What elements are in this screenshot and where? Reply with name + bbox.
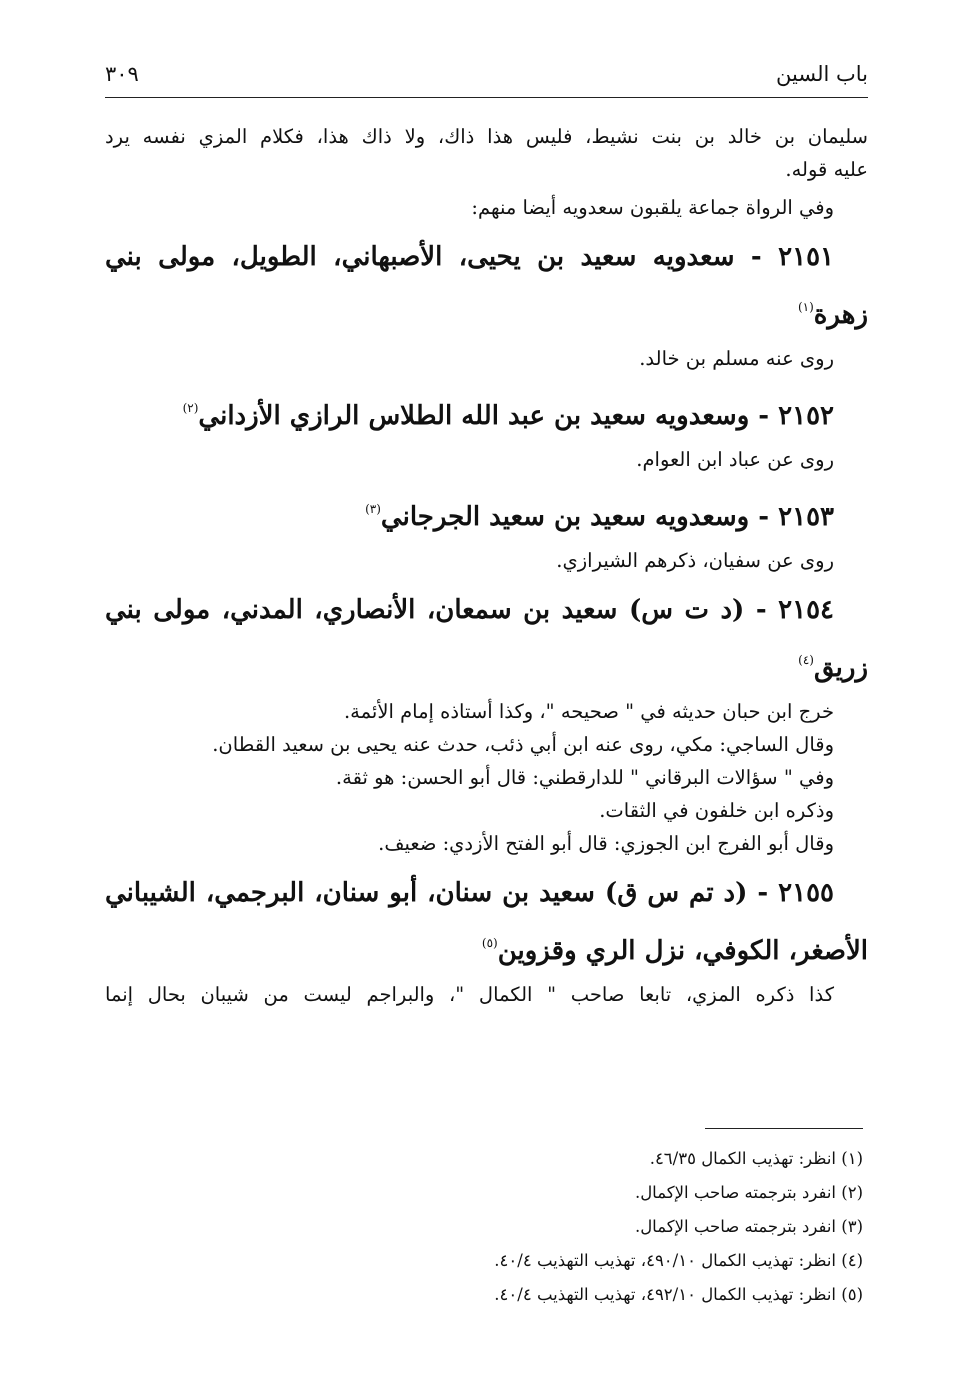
header-rule (105, 97, 868, 98)
footnote-3: (٣) انفرد بترجمته صاحب الإكمال. (634, 1217, 863, 1236)
intro-line-1: سليمان بن خالد بن بنت نشيط، فليس هذا ذاك، ولا ذاك هذا، فكلام المزي نفسه يرد (105, 125, 868, 148)
entry-body-line: وذكره ابن خلفون في الثقات. (599, 799, 834, 822)
entry-body-line: وفي " سؤالات البرقاني " للدارقطني: قال أبو الحسن: هو ثقة. (335, 766, 834, 789)
page-header (105, 58, 868, 98)
entry-heading-2152 (105, 383, 868, 441)
footnote-5: (٥) انظر: تهذيب الكمال ٤٩٢/١٠، تهذيب التهذيب ٤٠/٤. (494, 1285, 863, 1304)
footnote-4: (٤) انظر: تهذيب الكمال ٤٩٠/١٠، تهذيب التهذيب ٤٠/٤. (494, 1251, 863, 1270)
entry-body-line: وقال أبو الفرج ابن الجوزي: قال أبو الفتح الأزدي: ضعيف. (378, 832, 834, 855)
entry-text: ٢١٥٤ - (د ت س) سعيد بن سمعان، الأنصاري، المدني، مولى بني زريق (105, 595, 868, 683)
chapter-title: باب السين (776, 62, 868, 86)
entry-body-line: وقال الساجي: مكي، روى عنه ابن أبي ذئب، حدث عنه يحيى بن سعيد القطان. (212, 733, 834, 756)
footnote-1: (١) انظر: تهذيب الكمال ٤٦/٣٥. (649, 1149, 863, 1168)
footnote-ref: (٤) (798, 653, 814, 667)
entry-heading-2155 (105, 868, 868, 976)
entry-body-line: كذا ذكره المزي، تابعا صاحب " الكمال "، والبراجم ليست من شيبان بحال إنما (105, 983, 834, 1006)
main-text (105, 120, 868, 1011)
entry-text: ٢١٥١ - سعدويه سعيد بن يحيى، الأصبهاني، الطويل، مولى بني زهرة (105, 242, 868, 330)
intro-line-2: عليه قوله. (785, 158, 868, 181)
entry-body-line: خرج ابن حبان حديثه في " صحيحه "، وكذا أستاذه إمام الأئمة. (343, 700, 834, 723)
entry-body-line: روى عنه مسلم بن خالد. (639, 347, 834, 370)
entry-text: ٢١٥٣ - وسعدويه سعيد بن سعيد الجرجاني (380, 502, 834, 532)
entry-heading-2151 (105, 232, 868, 340)
intro-line-3: وفي الرواة جماعة يلقبون سعدويه أيضا منهم: (471, 196, 834, 219)
footnote-ref: (٣) (365, 502, 381, 516)
footnote-2: (٢) انفرد بترجمته صاحب الإكمال. (634, 1183, 863, 1202)
entry-text: ٢١٥٥ - (د تم س ق) سعيد بن سنان، أبو سنان، البرجمي، الشيباني الأصغر، الكوفي، نزل الري وقزوين (105, 878, 868, 966)
footnote-separator (705, 1128, 863, 1129)
entry-body-line: روى عن عباد ابن العوام. (636, 448, 834, 471)
footnotes (263, 1142, 863, 1312)
entry-heading-2153 (105, 484, 868, 542)
footnote-ref: (٢) (182, 401, 199, 415)
footnote-ref: (٥) (481, 936, 498, 950)
footnote-ref: (١) (797, 300, 814, 314)
entry-body-line: روى عن سفيان، ذكرهم الشيرازي. (556, 549, 834, 572)
entry-text: ٢١٥٢ - وسعدويه سعيد بن عبد الله الطلاس الرازي الأزداني (198, 401, 834, 431)
entry-heading-2154 (105, 585, 868, 693)
intro-paragraph (105, 120, 868, 186)
page-number: ٣٠٩ (105, 62, 139, 86)
